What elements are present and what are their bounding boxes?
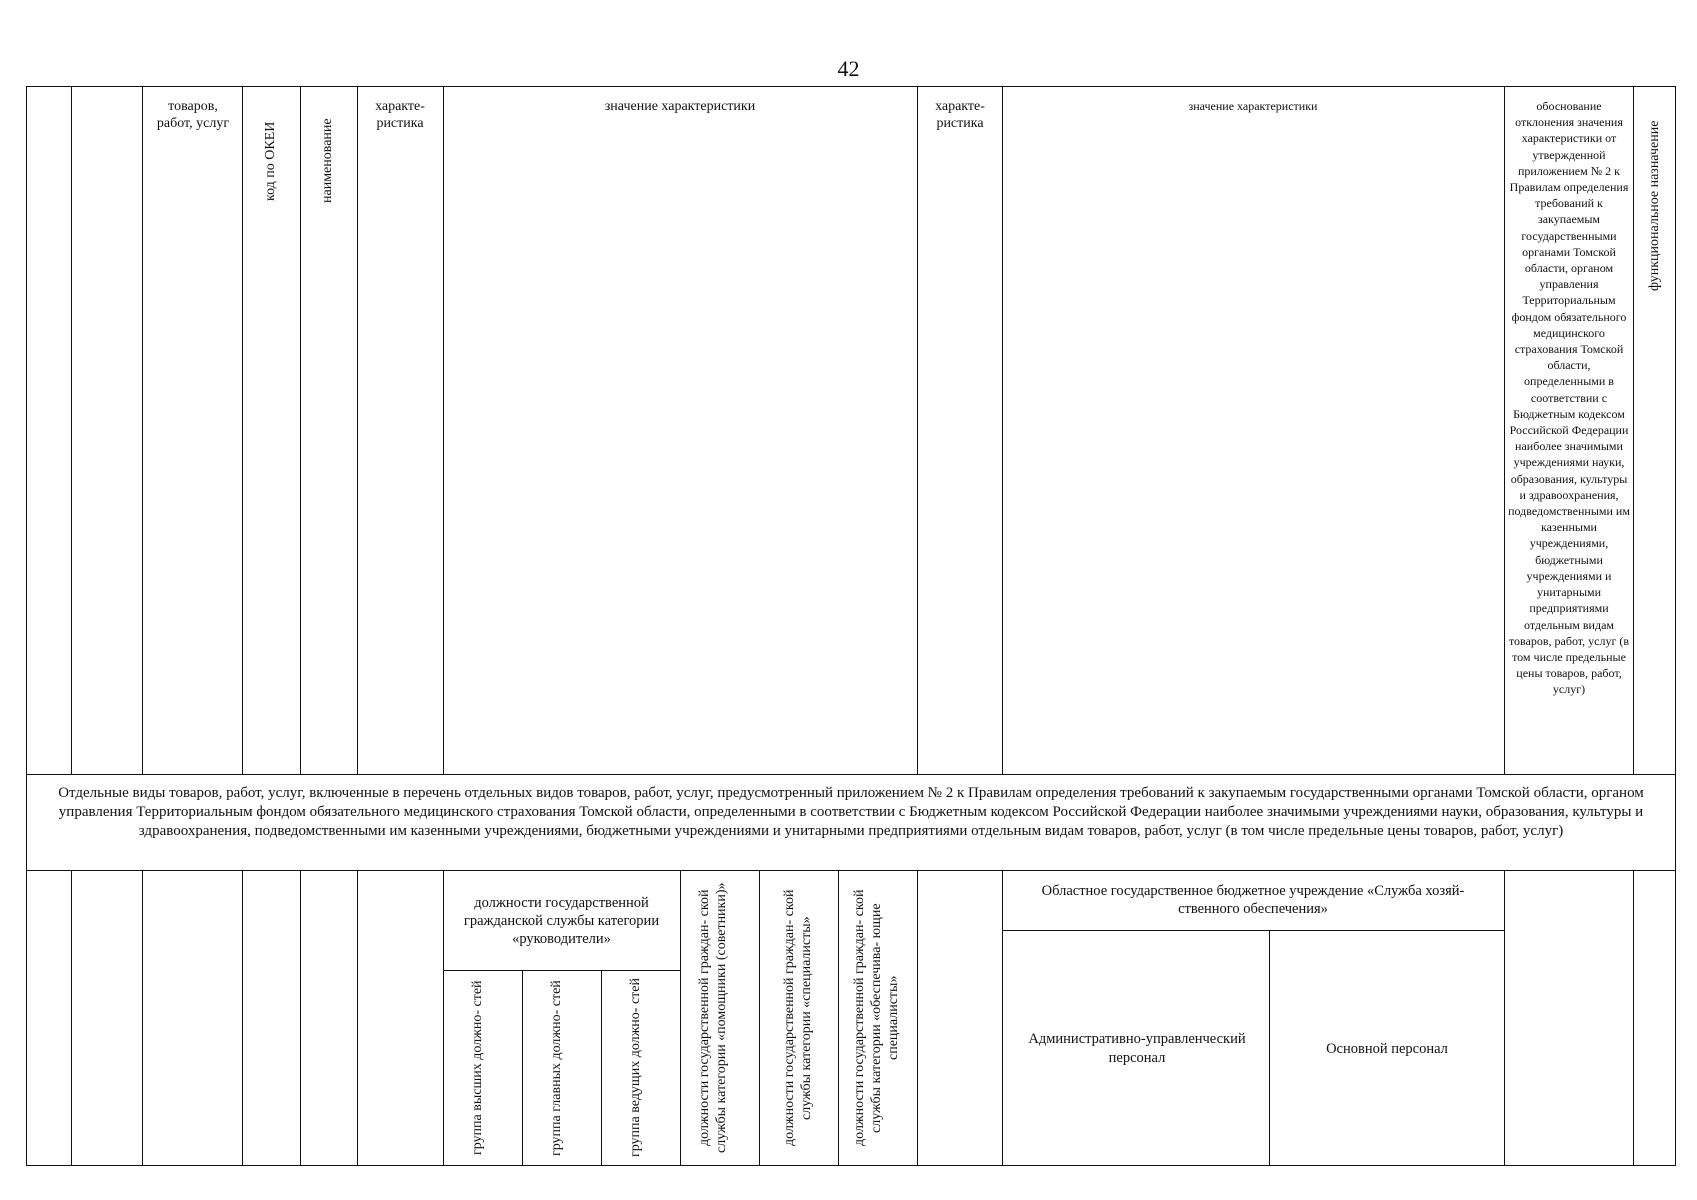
- col-divider: [71, 870, 72, 1166]
- col-divider: [242, 870, 243, 1166]
- col-divider: [601, 970, 602, 1166]
- col-divider: [357, 870, 358, 1166]
- specialists-category: должности государственной граждан- ской службы категории «специалисты»: [782, 889, 814, 1147]
- col-divider: [917, 86, 918, 774]
- header-functional-purpose: функциональное назначение: [1647, 120, 1662, 292]
- requirements-table: [26, 86, 1676, 1166]
- header-characteristic-1: характе- ристика: [375, 99, 425, 131]
- col-divider: [838, 870, 839, 1166]
- leading-positions-group: группа ведущих должно- стей: [628, 978, 643, 1158]
- col-divider: [680, 870, 681, 1166]
- senior-positions-group: группа высших должно- стей: [470, 980, 485, 1156]
- banner-bottom-border: [26, 870, 1676, 871]
- header-characteristic-value-1: значение характеристики: [604, 99, 756, 114]
- header-deviation-justification: обоснование отклонения значения характеристики от утвержденной приложением № 2 к Правилам определения требований к закупаемым государственными органами Томской области, органом управления Территориальным фондом обязательного медицинского страхования Томской области, определенными в соответствии с Бюджетным кодексом Российской Федерации наиболее значимыми учреждениями науки, образования, культуры и здравоохранения, подведомственными им казенными учреждениями, бюджетными учреждениями и унитарными предприятиями отдельным видам товаров, работ, услуг (в том числе предельные цены товаров, работ, услуг): [1508, 99, 1630, 697]
- table-top-border: [26, 86, 1676, 87]
- col-divider: [1633, 86, 1634, 774]
- managers-subheader-rule: [443, 970, 680, 971]
- col-divider: [1504, 86, 1505, 774]
- col-divider: [1002, 870, 1003, 1166]
- section-banner: Отдельные виды товаров, работ, услуг, включенные в перечень отдельных видов товаров, работ, услуг, предусмотренный приложением № 2 к Правилам определения требований к закупаемым государственными органами Томской области, органом управления Территориальным фондом обязательного медицинского страхования Томской области, определенными в соответствии с Бюджетным кодексом Российской Федерации наиболее значимыми учреждениями науки, образования, культуры и здравоохранения, подведомственными им казенными учреждениями, бюджетными учреждениями и унитарными предприятиями отдельным видам товаров, работ, услуг (в том числе предельные цены товаров, работ, услуг): [58, 785, 1644, 839]
- col-divider: [759, 870, 760, 1166]
- header-okei-code: код по ОКЕИ: [263, 121, 278, 201]
- chief-positions-group: группа главных должно- стей: [549, 980, 564, 1156]
- managers-category-header: должности государственной гражданской службы категории «руководители»: [463, 895, 660, 947]
- col-divider: [1002, 86, 1003, 774]
- col-divider: [522, 970, 523, 1166]
- col-divider: [71, 86, 72, 774]
- table-bottom-border: [26, 1165, 1676, 1166]
- header-goods-works-services: товаров, работ, услуг: [156, 99, 230, 131]
- col-divider: [443, 86, 444, 774]
- col-divider: [1269, 930, 1270, 1166]
- header-characteristic-2: характе- ристика: [935, 99, 985, 131]
- col-divider: [443, 870, 444, 1166]
- assistants-category: должности государственной граждан- ской службы категории «помощники (советники)»: [697, 882, 729, 1154]
- institution-name: Областное государственное бюджетное учреждение «Служба хозяй- ственного обеспечения»: [1041, 883, 1465, 917]
- page-number: 42: [837, 56, 860, 81]
- header-row-bottom-border: [26, 774, 1676, 775]
- col-divider: [300, 870, 301, 1166]
- main-staff: Основной персонал: [1326, 1041, 1448, 1057]
- admin-staff: Административно-управленческий персонал: [1028, 1031, 1246, 1066]
- table-left-border: [26, 86, 27, 1166]
- header-name: наименование: [320, 118, 335, 204]
- col-divider: [242, 86, 243, 774]
- col-divider: [917, 870, 918, 1166]
- header-characteristic-value-2: значение характеристики: [1188, 99, 1318, 113]
- table-right-border: [1675, 86, 1676, 1166]
- support-specialists-category: должности государственной граждан- ской службы категории «обеспечива- ющие специалисты»: [852, 889, 901, 1147]
- col-divider: [142, 870, 143, 1166]
- col-divider: [300, 86, 301, 774]
- institution-subheader-rule: [1002, 930, 1504, 931]
- col-divider: [1504, 870, 1505, 1166]
- col-divider: [142, 86, 143, 774]
- col-divider: [357, 86, 358, 774]
- col-divider: [1633, 870, 1634, 1166]
